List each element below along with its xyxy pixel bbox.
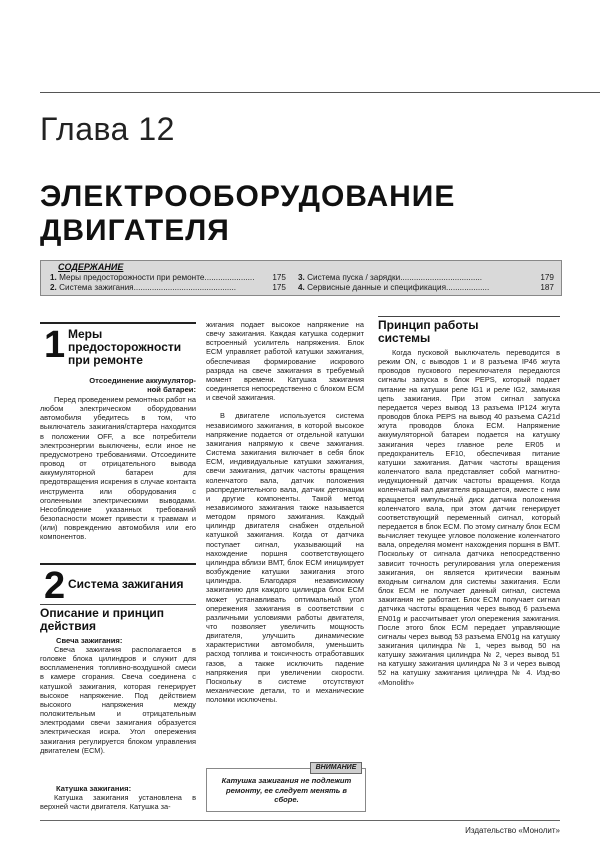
publisher-footer: Издательство «Монолит» xyxy=(465,826,560,835)
subsection-title xyxy=(40,607,196,633)
section-2-title: Система зажигания xyxy=(68,577,184,591)
toc-item-page: 175 xyxy=(272,273,286,282)
note-text: Катушка зажигания не подлежит ремонту, ее следует менять в сборе. xyxy=(221,776,352,804)
toc-item-number: 2. xyxy=(50,283,57,292)
toc-item-page: 179 xyxy=(540,273,554,282)
spark-plug-heading: Свеча зажигания: xyxy=(56,636,123,645)
right-column-body xyxy=(378,348,560,687)
paragraph: жигания подает высокое напряжение на свечу зажигания. Каждая катушка содержит встроенный усилитель напряжения. Блок ECM управляет работой катушки зажигания, обеспечивая формирование искрового разряда на свече зажигания в требуемый момент времени. Катушка зажигания соединяется непосредственно с блоком ECM и свечой зажигания. xyxy=(206,320,364,403)
section-1-title xyxy=(68,328,196,367)
subsection-title-line: действия xyxy=(40,619,96,633)
section-1-title-line: при ремонте xyxy=(68,353,143,367)
toc-item-number: 3. xyxy=(298,273,305,282)
section-1-subheading xyxy=(52,376,196,394)
toc-item-label: Система пуска / зарядки xyxy=(307,273,401,282)
section-1-body xyxy=(40,395,196,542)
page-title-line-2: ДВИГАТЕЛЯ xyxy=(40,214,230,247)
toc-header: СОДЕРЖАНИЕ xyxy=(58,262,124,272)
page-title-line-1: ЭЛЕКТРООБОРУДОВАНИЕ xyxy=(40,180,456,213)
toc-item[interactable] xyxy=(298,282,554,293)
right-title-line: Принцип работы xyxy=(378,318,479,332)
middle-column xyxy=(206,320,364,704)
toc-item-label: Меры предосторожности при ремонте xyxy=(59,273,205,282)
toc-item-number: 4. xyxy=(298,283,305,292)
toc-item-dots: ................... xyxy=(446,283,490,292)
toc-item-page: 187 xyxy=(540,283,554,292)
subsection-rule xyxy=(40,604,196,605)
paragraph: Перед проведением ремонтных работ на любом электрическом оборудовании автомобиля убедитесь в том, что выключатель зажигания/стартера находится в положении OFF, а все потребители электроэнергии выключены, если иное не предусмотрено требованиями. Отсоедините провод от отрицательного вывода аккумуляторной батареи для предотвращения искрения в случае контакта инструмента или оборудования с оголенными электрическими выводами. Несоблюдение указанных требований безопасности может привести к травмам и (или) повреждению автомобиля или его компонентов. xyxy=(40,395,196,542)
coil-body xyxy=(40,793,196,811)
paragraph: Катушка зажигания установлена в верхней части двигателя. Катушка за- xyxy=(40,793,196,812)
note-tag: ВНИМАНИЕ xyxy=(310,762,362,774)
toc-item-dots: .................................... xyxy=(400,273,483,282)
subsection-rule xyxy=(378,316,560,317)
toc-item-number: 1. xyxy=(50,273,57,282)
chapter-rule xyxy=(40,92,600,93)
section-1-title-line: предосторожности xyxy=(68,340,182,354)
toc-item-page: 175 xyxy=(272,283,286,292)
right-title xyxy=(378,319,560,345)
toc-item-label: Система зажигания xyxy=(59,283,134,292)
paragraph: Когда пусковой выключатель переводится в режим ON, с выводов 1 и 8 разъема IP46 жгута проводов пускового переключателя передаются сигналы запуска в блок PEPS, который подает питание на катушки реле IG1 и реле IG2, замыкая цепь зажигания. При этом сигнал запуска передается через вывод 13 разъема IP124 жгута проводов блока PEPS на вывод 40 разъема CA21d жгута проводов блока ECM. Напряжение аккумуляторной батареи подается на катушку зажигания через главное реле ER05 и предохранитель EF10, обеспечивая питание катушки зажигания. Датчик частоты вращения коленчатого вала представляет собой магнитно-индукционный датчик частоты вращения. Когда коленчатый вал двигателя вращается, вместе с ним вращается импульсный диск датчика положения коленчатого вала, при этом датчик генерирует соответствующий переменный сигнал, который передается в блок ECM. По этому сигналу блок ECM вычисляет текущее угловое положение коленчатого вала, определяя момент нахождения поршня в ВМТ. Поскольку от сигнала датчика непосредственно зависит точность регулирования угла опережения зажигания, он является критически важным входным сигналом для системы зажигания. Если блок ECM не получает данный сигнал, система зажигания не работает. Блок ECM получает сигнал датчика частоты вращения через вывод 6 разъема EN01g и рассчитывает угол опережения зажигания. После этого блок ECM передает управляющие сигналы через вывод 53 разъема EN01g на катушку зажигания цилиндра № 1, через вывод 50 на катушку зажигания цилиндра № 2, через вывод 51 на катушку зажигания цилиндра № 3 и через вывод 52 на катушку зажигания цилиндра № 4. Изд-во «Monolith» xyxy=(378,348,561,687)
section-1-number: 1 xyxy=(44,324,66,366)
right-title-line: системы xyxy=(378,331,431,345)
page-title xyxy=(40,180,560,248)
chapter-label: Глава 12 xyxy=(40,111,175,147)
section-2-number: 2 xyxy=(44,565,66,607)
spark-plug-body xyxy=(40,645,196,755)
footer-rule xyxy=(40,820,560,821)
toc-item-label: Сервисные данные и спецификация xyxy=(307,283,446,292)
toc-item-dots: ............................................. xyxy=(133,283,236,292)
toc-item[interactable] xyxy=(50,282,286,293)
section-1-subheading-line: Отсоединение аккумулятор- xyxy=(89,376,196,385)
section-1-title-line: Меры xyxy=(68,327,103,341)
section-1-subheading-line: ной батареи: xyxy=(147,385,196,394)
paragraph: Свеча зажигания располагается в головке блока цилиндров и служит для воспламенения топливно-воздушной смеси в камере сгорания. Свеча соединена с катушкой зажигания, которая генерирует высокое напряжение. Под действием высокого напряжения между положительным и отрицательным электродами свечи зажигания образуется электрическая искра. Угол опережения зажигания регулируется блоком управления двигателем (ECM). xyxy=(40,645,196,755)
toc-item-dots: ...................... xyxy=(204,273,255,282)
subsection-title-line: Описание и принцип xyxy=(40,606,165,620)
paragraph: В двигателе используется система независимого зажигания, в которой высокое напряжение подается от отдельной катушки зажигания напрямую к свече зажигания. Система зажигания включает в себя блок ECM, индивидуальные катушки зажигания, свечи зажигания, датчик частоты вращения коленчатого вала, датчик положения распределительного вала, датчик детонации и другие компоненты. Такой метод независимого зажигания также называется методом прямого зажигания. Каждый цилиндр двигателя снабжен отдельной катушкой зажигания. Когда от датчика поступает сигнал, указывающий на нахождение поршня соответствующего цилиндра вблизи ВМТ, блок ECM инициирует возбуждение катушки зажигания этого цилиндра. Благодаря независимому зажиганию для каждого цилиндра блок ECM может устанавливать оптимальный угол опережения зажигания в соответствии с различными условиями работы двигателя, что позволяет увеличить мощность двигателя, улучшить динамические характеристики автомобиля, уменьшить расход топлива и токсичность отработавших газов, а также исключить падение напряжения при увеличении скорости. Поскольку в системе отсутствуют механические детали, то и механические поломки исключены. xyxy=(206,411,364,705)
coil-heading: Катушка зажигания: xyxy=(56,784,132,793)
